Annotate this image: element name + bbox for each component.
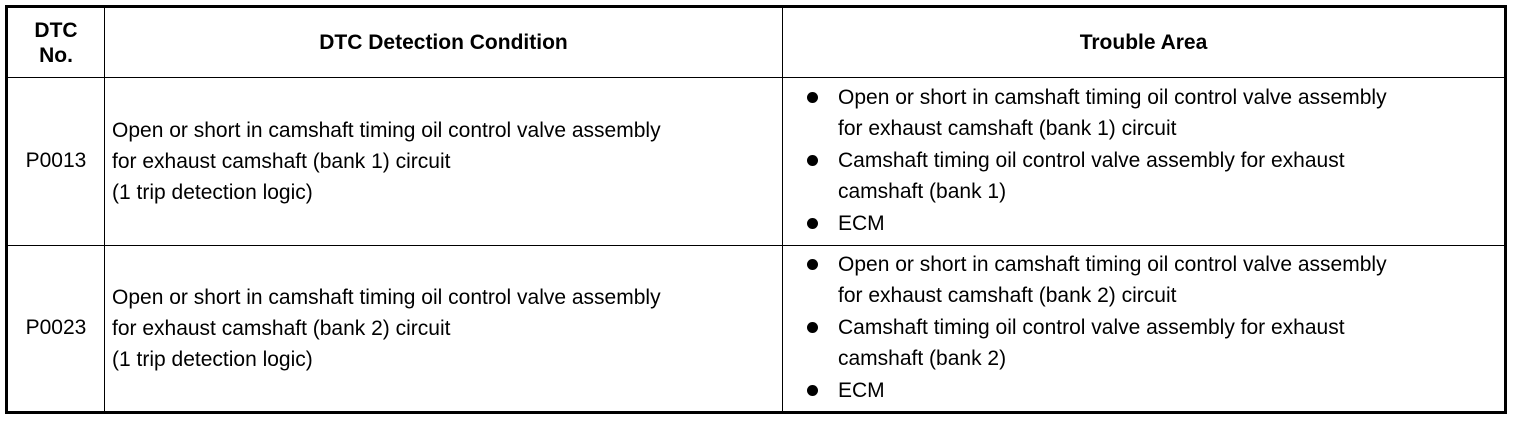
list-item: [807, 312, 1504, 374]
trouble-area-list: [807, 249, 1504, 406]
detection-condition: [105, 78, 783, 246]
trouble-area-line: Camshaft timing oil control valve assembly for exhaust: [838, 149, 1345, 173]
list-item: [807, 82, 1504, 144]
trouble-area-line: ECM: [838, 212, 885, 236]
bullet-icon: [807, 385, 818, 396]
list-item: [807, 145, 1504, 207]
trouble-area: [783, 78, 1506, 246]
condition-line: Open or short in camshaft timing oil control valve assembly: [112, 118, 661, 142]
header-dtc-no: [7, 7, 105, 78]
header-trouble-area: Trouble Area: [783, 7, 1506, 78]
table-row: [7, 78, 1506, 246]
condition-line: (1 trip detection logic): [112, 180, 313, 204]
trouble-area-line: Camshaft timing oil control valve assembly for exhaust: [838, 316, 1345, 340]
header-dtc-no-line1: DTC: [34, 18, 78, 42]
table-header-row: [7, 7, 1506, 78]
bullet-icon: [807, 322, 818, 333]
trouble-area: [783, 245, 1506, 413]
trouble-area-line: ECM: [838, 379, 885, 403]
list-item: [807, 208, 1504, 239]
trouble-area-line: for exhaust camshaft (bank 2) circuit: [838, 284, 1177, 308]
condition-line: for exhaust camshaft (bank 1) circuit: [112, 149, 451, 173]
header-detection-condition: DTC Detection Condition: [105, 7, 783, 78]
detection-condition: [105, 245, 783, 413]
condition-line: (1 trip detection logic): [112, 347, 313, 371]
dtc-code: P0013: [7, 78, 105, 246]
trouble-area-list: [807, 82, 1504, 239]
bullet-icon: [807, 218, 818, 229]
dtc-code: P0023: [7, 245, 105, 413]
trouble-area-line: for exhaust camshaft (bank 1) circuit: [838, 117, 1177, 141]
bullet-icon: [807, 155, 818, 166]
list-item: [807, 375, 1504, 406]
table-row: [7, 245, 1506, 413]
dtc-table: [5, 5, 1507, 414]
bullet-icon: [807, 259, 818, 270]
header-dtc-no-line2: No.: [39, 43, 73, 67]
list-item: [807, 249, 1504, 311]
condition-line: Open or short in camshaft timing oil control valve assembly: [112, 285, 661, 309]
trouble-area-line: Open or short in camshaft timing oil control valve assembly: [838, 86, 1387, 110]
condition-line: for exhaust camshaft (bank 2) circuit: [112, 316, 451, 340]
trouble-area-line: camshaft (bank 2): [838, 347, 1007, 371]
trouble-area-line: Open or short in camshaft timing oil control valve assembly: [838, 253, 1387, 277]
table-body: [7, 78, 1506, 413]
trouble-area-line: camshaft (bank 1): [838, 180, 1007, 204]
bullet-icon: [807, 92, 818, 103]
